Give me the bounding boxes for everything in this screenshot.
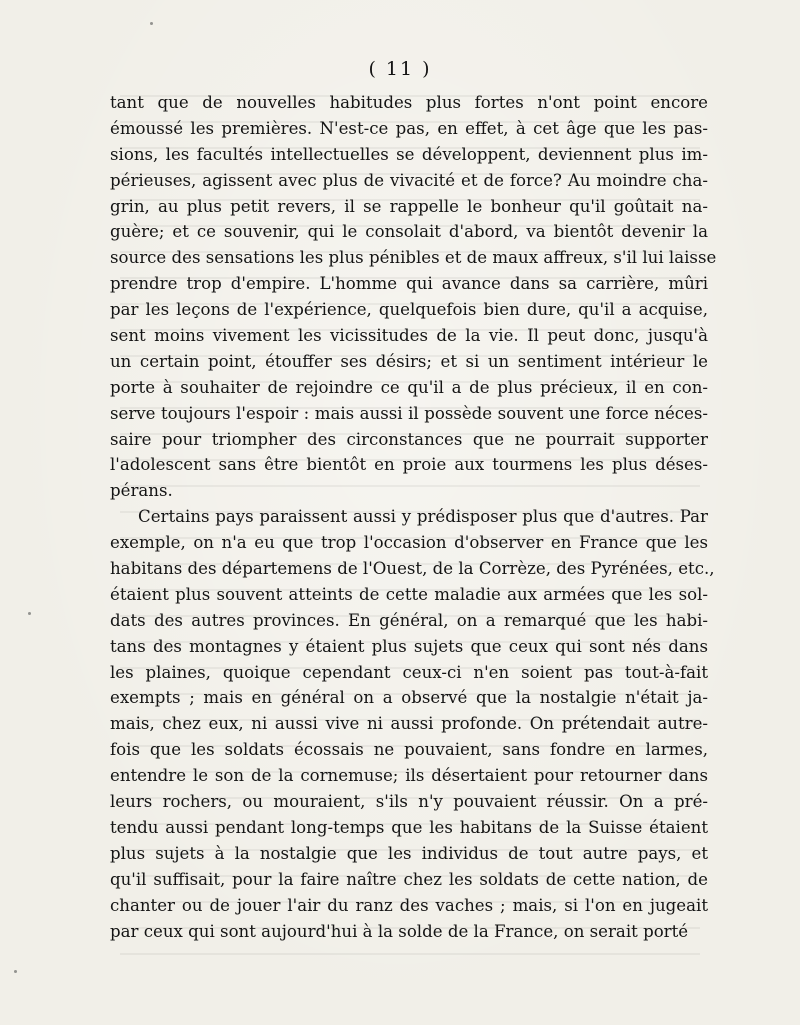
speck-mark xyxy=(150,22,153,25)
text-line: serve toujours l'espoir : mais aussi il possède souvent une force néces- xyxy=(110,403,708,423)
text-line: pérans. xyxy=(110,481,173,501)
text-line: l'adolescent sans être bientôt en proie aux tourmens les plus déses- xyxy=(110,455,708,475)
text-line: par les leçons de l'expérience, quelquefois bien dure, qu'il a acquise, xyxy=(110,300,708,320)
text-line: dats des autres provinces. En général, on a remarqué que les habi- xyxy=(110,610,708,630)
text-line: saire pour triompher des circonstances que ne pourrait supporter xyxy=(110,429,708,449)
text-line: source des sensations les plus pénibles et de maux affreux, s'il lui laisse xyxy=(110,248,717,268)
text-line: exempts ; mais en général on a observé que la nostalgie n'était ja- xyxy=(110,688,708,708)
page-number: ( 11 ) xyxy=(368,58,432,80)
body-text xyxy=(110,90,717,944)
text-line: plus sujets à la nostalgie que les individus de tout autre pays, et xyxy=(110,843,708,863)
speck-mark xyxy=(28,612,31,615)
speck-mark xyxy=(14,970,17,973)
text-line: Certains pays paraissent aussi y prédisposer plus que d'autres. Par xyxy=(138,507,708,527)
text-line: tendu aussi pendant long-temps que les habitans de la Suisse étaient xyxy=(110,817,708,837)
text-line: sent moins vivement les vicissitudes de la vie. Il peut donc, jusqu'à xyxy=(110,326,708,346)
text-line: leurs rochers, ou mouraient, s'ils n'y pouvaient réussir. On a pré- xyxy=(110,792,708,812)
text-line: tans des montagnes y étaient plus sujets que ceux qui sont nés dans xyxy=(110,636,708,656)
text-line: habitans des départemens de l'Ouest, de la Corrèze, des Pyrénées, etc., xyxy=(110,559,715,579)
text-line: les plaines, quoique cependant ceux-ci n'en soient pas tout-à-fait xyxy=(110,662,708,682)
text-line: entendre le son de la cornemuse; ils désertaient pour retourner dans xyxy=(110,766,708,786)
paragraph xyxy=(110,504,715,944)
text-line: prendre trop d'empire. L'homme qui avance dans sa carrière, mûri xyxy=(110,274,708,294)
text-line: chanter ou de jouer l'air du ranz des vaches ; mais, si l'on en jugeait xyxy=(110,895,708,915)
text-line: fois que les soldats écossais ne pouvaient, sans fondre en larmes, xyxy=(110,740,708,760)
text-line: sions, les facultés intellectuelles se développent, deviennent plus im- xyxy=(110,144,708,164)
text-line: guère; et ce souvenir, qui le consolait d'abord, va bientôt devenir la xyxy=(110,222,708,242)
text-line: qu'il suffisait, pour la faire naître chez les soldats de cette nation, de xyxy=(110,869,708,889)
text-line: par ceux qui sont aujourd'hui à la solde de la France, on serait porté xyxy=(110,921,689,941)
text-line: périeuses, agissent avec plus de vivacité et de force? Au moindre cha- xyxy=(110,170,708,190)
text-line: étaient plus souvent atteints de cette maladie aux armées que les sol- xyxy=(110,584,708,604)
paragraph xyxy=(110,90,717,504)
text-line: émoussé les premières. N'est-ce pas, en effet, à cet âge que les pas- xyxy=(110,118,708,138)
text-line: grin, au plus petit revers, il se rappelle le bonheur qu'il goûtait na- xyxy=(110,196,708,216)
text-line: un certain point, étouffer ses désirs; et si un sentiment intérieur le xyxy=(110,351,708,371)
text-line: porte à souhaiter de rejoindre ce qu'il a de plus précieux, il en con- xyxy=(110,377,708,397)
text-line: exemple, on n'a eu que trop l'occasion d'observer en France que les xyxy=(110,533,708,553)
text-line: mais, chez eux, ni aussi vive ni aussi profonde. On prétendait autre- xyxy=(110,714,708,734)
text-line: tant que de nouvelles habitudes plus fortes n'ont point encore xyxy=(110,93,708,112)
